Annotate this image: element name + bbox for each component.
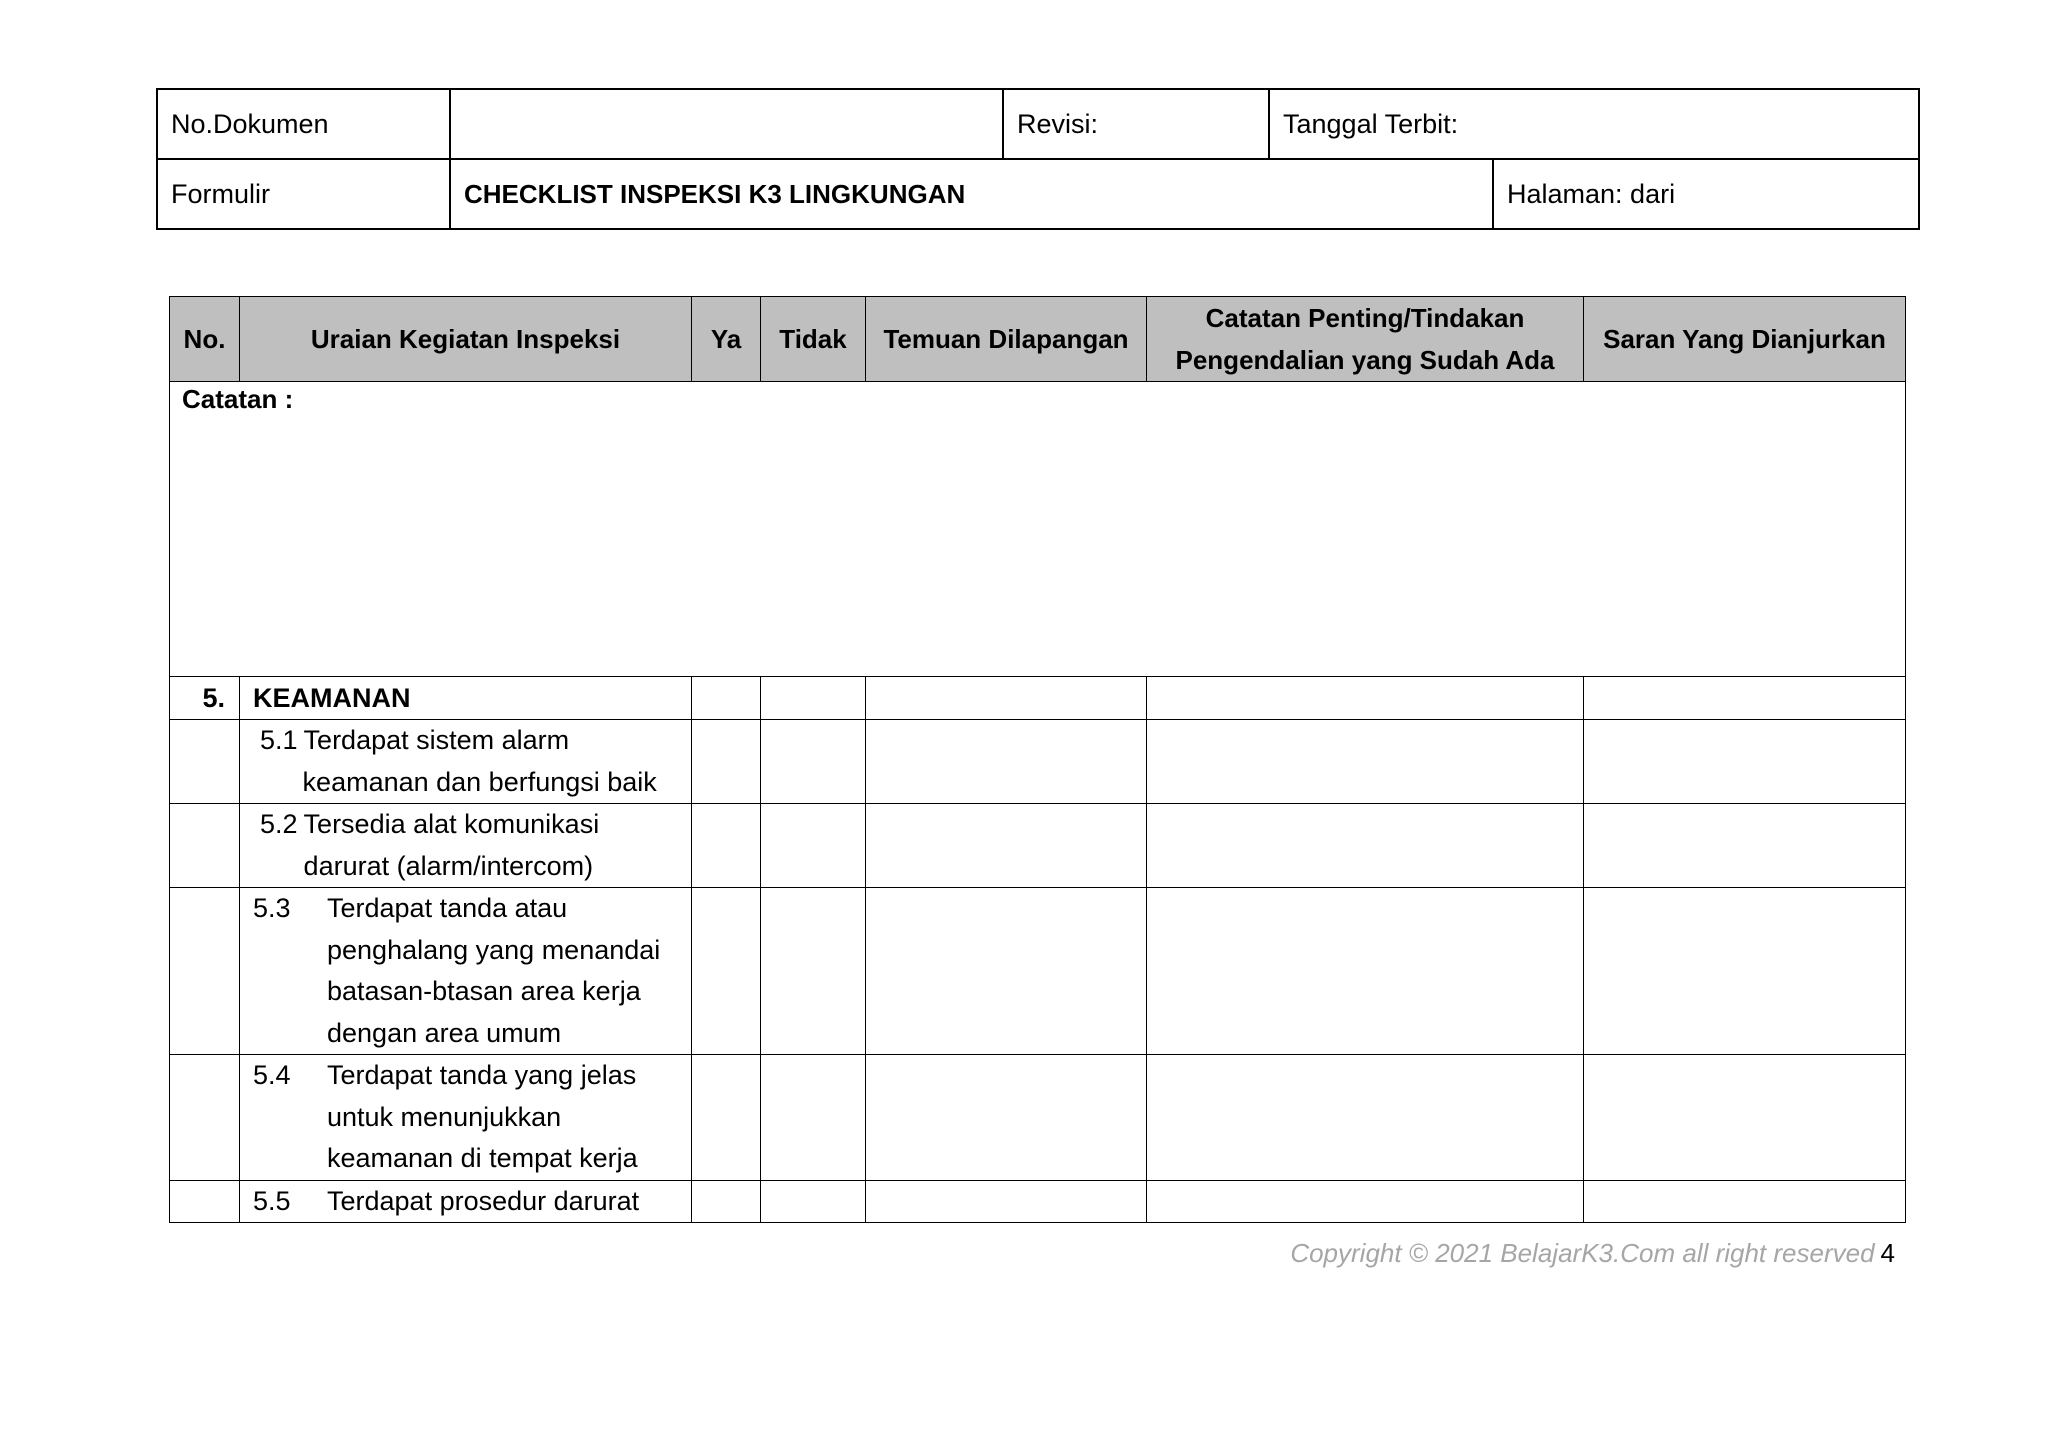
findings-cell[interactable] — [866, 888, 1147, 1055]
notes-area[interactable] — [170, 382, 1906, 677]
page-label: Halaman: dari — [1493, 159, 1919, 229]
col-header-description: Uraian Kegiatan Inspeksi — [240, 297, 692, 382]
item-description-cell — [240, 1055, 692, 1181]
notes-label: Catatan : — [182, 384, 294, 414]
recommendations-cell[interactable] — [1584, 804, 1906, 888]
col-header-recommendations: Saran Yang Dianjurkan — [1584, 297, 1906, 382]
findings-cell[interactable] — [866, 720, 1147, 804]
col-header-notes-controls — [1147, 297, 1584, 382]
findings-cell[interactable] — [866, 677, 1147, 720]
header-row-1 — [157, 89, 1919, 159]
no-cell[interactable] — [761, 1055, 866, 1181]
yes-cell[interactable] — [692, 804, 761, 888]
item-number: 5.4 — [253, 1060, 291, 1090]
yes-cell[interactable] — [692, 1180, 761, 1223]
col-header-no-answer: Tidak — [761, 297, 866, 382]
table-row — [170, 720, 1906, 804]
yes-cell[interactable] — [692, 888, 761, 1055]
form-label: Formulir — [157, 159, 450, 229]
yes-cell[interactable] — [692, 677, 761, 720]
recommendations-cell[interactable] — [1584, 888, 1906, 1055]
findings-cell[interactable] — [866, 1180, 1147, 1223]
recommendations-cell[interactable] — [1584, 1055, 1906, 1181]
item-text-line: penghalang yang menandai — [327, 934, 661, 965]
copyright-notice: Copyright © 2021 BelajarK3.Com all right reserved — [1290, 1238, 1875, 1268]
item-description-cell — [240, 804, 692, 888]
item-description-cell — [240, 720, 692, 804]
item-text-line: untuk menunjukkan — [327, 1101, 562, 1132]
item-text-line: Terdapat tanda yang jelas — [327, 1060, 637, 1090]
item-text-line: batasan-btasan area kerja — [327, 976, 641, 1006]
issue-date-label: Tanggal Terbit: — [1269, 89, 1919, 159]
doc-no-value-field[interactable] — [450, 89, 1003, 159]
section-number: 5. — [170, 677, 240, 720]
notes-controls-cell[interactable] — [1147, 720, 1584, 804]
item-number: 5.3 — [253, 893, 291, 923]
item-description-cell — [240, 1180, 692, 1223]
column-header-row — [170, 297, 1906, 382]
notes-controls-cell[interactable] — [1147, 677, 1584, 720]
no-cell[interactable] — [761, 888, 866, 1055]
item-description-cell — [240, 888, 692, 1055]
row-number-cell — [170, 720, 240, 804]
col-header-notes-line2: Pengendalian yang Sudah Ada — [1175, 345, 1555, 375]
no-cell[interactable] — [761, 720, 866, 804]
row-number-cell — [170, 888, 240, 1055]
item-text-line: keamanan dan berfungsi baik — [302, 766, 657, 797]
notes-controls-cell[interactable] — [1147, 1180, 1584, 1223]
col-header-notes-line1: Catatan Penting/Tindakan — [1205, 303, 1525, 333]
item-number: 5.5 — [253, 1185, 291, 1216]
revision-label: Revisi: — [1003, 89, 1269, 159]
item-text-line: Tersedia alat komunikasi — [303, 809, 600, 839]
recommendations-cell[interactable] — [1584, 1180, 1906, 1223]
item-text-line: Terdapat tanda atau — [327, 893, 568, 923]
notes-controls-cell[interactable] — [1147, 804, 1584, 888]
item-number: 5.1 — [260, 725, 298, 755]
row-number-cell — [170, 804, 240, 888]
row-number-cell — [170, 1180, 240, 1223]
item-number: 5.2 — [260, 809, 298, 839]
recommendations-cell[interactable] — [1584, 720, 1906, 804]
no-cell[interactable] — [761, 677, 866, 720]
no-cell[interactable] — [761, 1180, 866, 1223]
section-row — [170, 677, 1906, 720]
table-row — [170, 1055, 1906, 1181]
footer — [1290, 1238, 1895, 1269]
yes-cell[interactable] — [692, 720, 761, 804]
row-number-cell — [170, 1055, 240, 1181]
findings-cell[interactable] — [866, 804, 1147, 888]
item-text-line: darurat (alarm/intercom) — [303, 850, 594, 881]
notes-controls-cell[interactable] — [1147, 888, 1584, 1055]
notes-row — [170, 382, 1906, 677]
col-header-no: No. — [170, 297, 240, 382]
table-row — [170, 804, 1906, 888]
col-header-yes: Ya — [692, 297, 761, 382]
notes-controls-cell[interactable] — [1147, 1055, 1584, 1181]
item-text-line: keamanan di tempat kerja — [327, 1143, 638, 1173]
findings-cell[interactable] — [866, 1055, 1147, 1181]
form-title: CHECKLIST INSPEKSI K3 LINGKUNGAN — [450, 159, 1493, 229]
header-row-2 — [157, 159, 1919, 229]
table-row — [170, 888, 1906, 1055]
inspection-checklist-table — [169, 296, 1906, 1223]
doc-no-label: No.Dokumen — [157, 89, 450, 159]
no-cell[interactable] — [761, 804, 866, 888]
section-title: KEAMANAN — [240, 677, 692, 720]
table-row — [170, 1180, 1906, 1223]
col-header-findings: Temuan Dilapangan — [866, 297, 1147, 382]
yes-cell[interactable] — [692, 1055, 761, 1181]
document-header-table — [156, 88, 1920, 230]
item-text-line: Terdapat sistem alarm — [303, 725, 570, 755]
page-number: 4 — [1880, 1238, 1895, 1268]
item-text-line: dengan area umum — [327, 1017, 562, 1048]
recommendations-cell[interactable] — [1584, 677, 1906, 720]
item-text-line: Terdapat prosedur darurat — [327, 1185, 640, 1216]
